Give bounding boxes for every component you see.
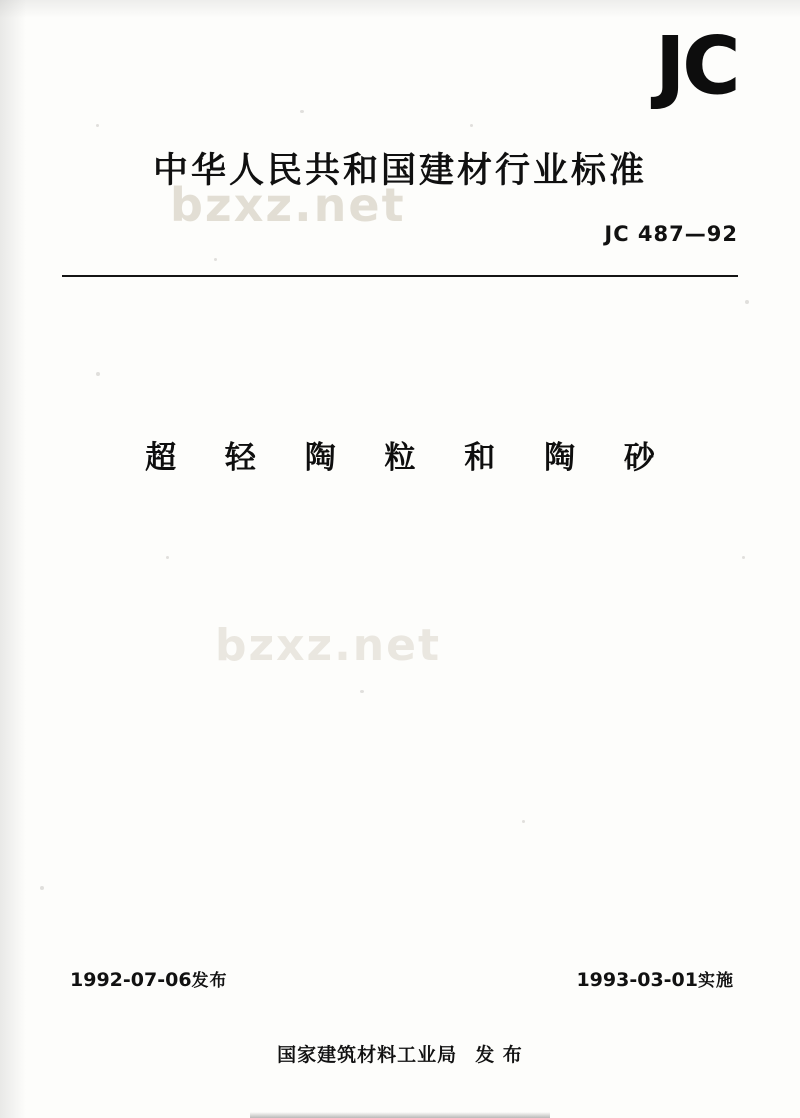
effective-date-value: 1993-03-01	[576, 969, 698, 991]
publisher-name: 国家建筑材料工业局	[277, 1044, 458, 1066]
scan-speckle	[742, 556, 745, 559]
issue-date-label: 发布	[191, 971, 228, 991]
scan-speckle	[166, 556, 169, 559]
scan-speckle	[214, 258, 217, 261]
standard-title: 中华人民共和国建材行业标准	[152, 151, 647, 191]
scan-speckle	[40, 886, 44, 890]
jc-standard-logo: JC	[655, 22, 738, 112]
scan-speckle	[96, 372, 100, 376]
publisher-line	[0, 1040, 800, 1067]
scan-speckle	[745, 300, 749, 304]
horizontal-divider	[62, 275, 738, 277]
publisher-action: 发 布	[475, 1044, 523, 1066]
document-name: 超 轻 陶 粒 和 陶 砂	[145, 440, 674, 476]
scan-speckle	[470, 124, 473, 127]
scan-edge-shading-top	[0, 0, 800, 18]
standard-code: JC 487—92	[604, 222, 738, 246]
scan-speckle	[360, 690, 364, 693]
watermark-text-secondary: bzxz.net	[215, 620, 442, 671]
scan-speckle	[96, 124, 99, 127]
watermark-text: bzxz.net	[170, 178, 406, 232]
scan-speckle	[522, 820, 525, 823]
issue-date-value: 1992-07-06	[70, 969, 192, 991]
issue-date	[70, 966, 228, 991]
scan-bottom-shadow	[250, 1112, 550, 1118]
scan-speckle	[300, 110, 304, 113]
effective-date	[576, 966, 734, 991]
effective-date-label: 实施	[698, 971, 734, 991]
